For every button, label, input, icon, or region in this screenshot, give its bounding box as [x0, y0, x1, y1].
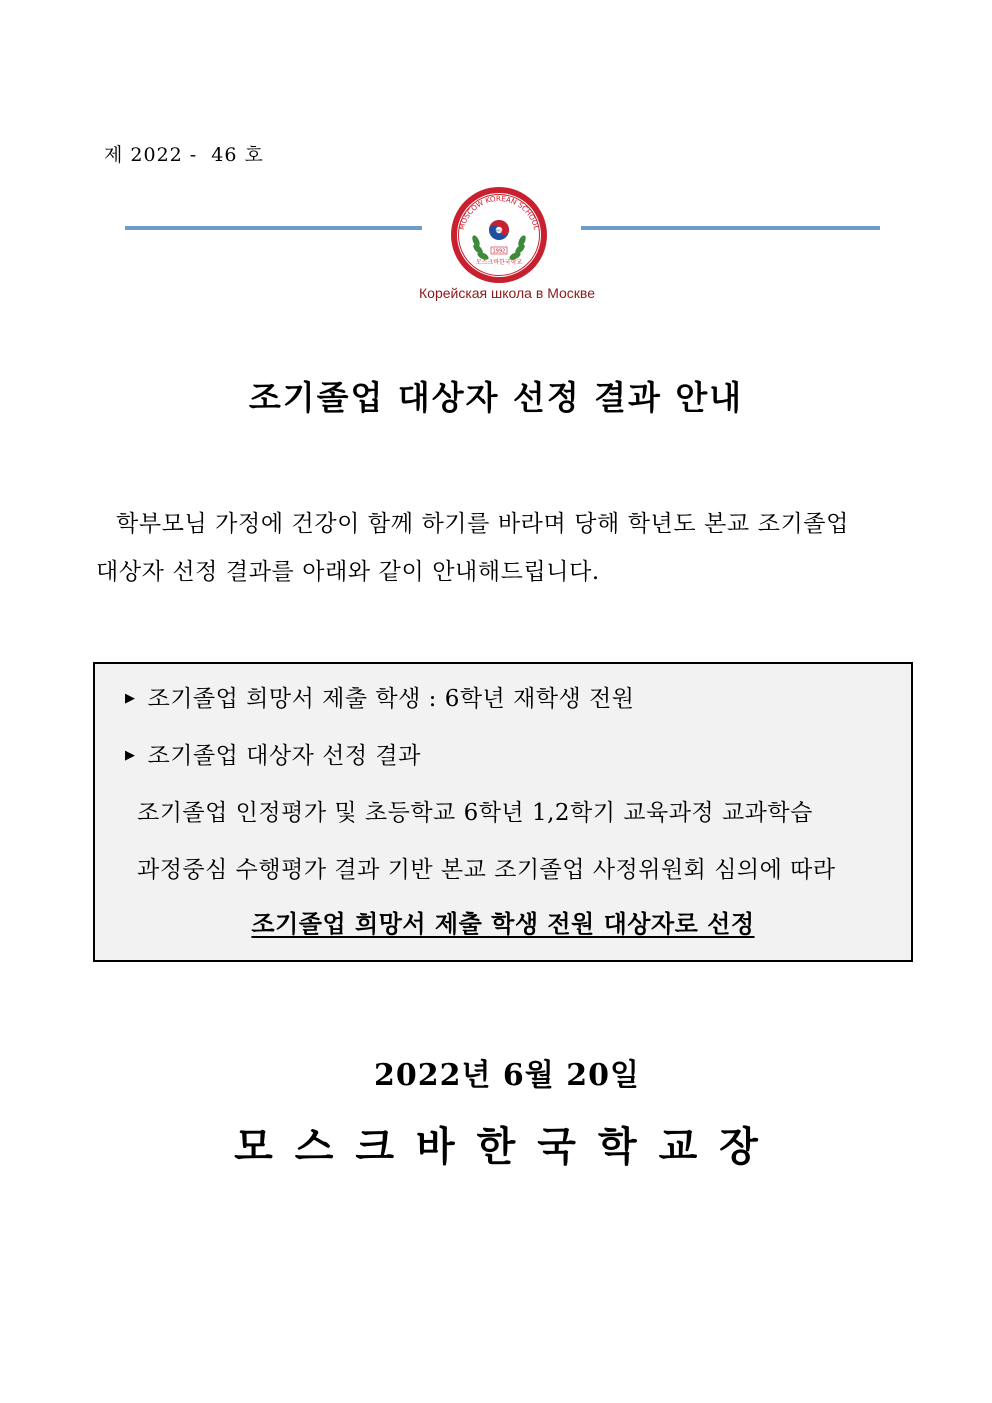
document-title: 조기졸업 대상자 선정 결과 안내 — [248, 378, 744, 417]
logo-korean-name: 모스크바한국학교 — [475, 259, 523, 266]
box-item-result — [125, 737, 421, 770]
box-conclusion — [95, 904, 911, 939]
box-item-result-text: 조기졸업 대상자 선정 결과 — [147, 743, 421, 769]
logo-year: 1992 — [492, 248, 506, 255]
triangle-bullet-icon: ▶ — [125, 691, 136, 706]
result-box — [93, 662, 913, 962]
header-rule-left — [125, 226, 422, 230]
document-number: 제 2022 - 46 호 — [104, 144, 264, 166]
school-emblem-icon — [449, 185, 549, 285]
logo-ring-text: MOSCOW KOREAN SCHOOL — [456, 193, 542, 231]
header-rule-right — [581, 226, 880, 230]
box-item-submission-text: 조기졸업 희망서 제출 학생 : 6학년 재학생 전원 — [147, 686, 635, 712]
logo-center-text: MKS — [495, 228, 503, 233]
principal-signature: 모스크바한국학교장 — [234, 1123, 780, 1170]
box-item-submission — [125, 680, 634, 713]
box-detail-line-1: 조기졸업 인정평가 및 초등학교 6학년 1,2학기 교육과정 교과학습 — [137, 800, 813, 826]
box-detail-line-2: 과정중심 수행평가 결과 기반 본교 조기졸업 사정위원회 심의에 따라 — [137, 857, 836, 883]
school-caption: Корейская школа в Москве — [419, 285, 595, 301]
box-conclusion-text: 조기졸업 희망서 제출 학생 전원 대상자로 선정 — [251, 909, 755, 938]
intro-line-1: 학부모님 가정에 건강이 함께 하기를 바라며 당해 학년도 본교 조기졸업 — [116, 511, 849, 537]
issue-date: 2022년 6월 20일 — [374, 1058, 640, 1093]
intro-line-2: 대상자 선정 결과를 아래와 같이 안내해드립니다. — [96, 559, 600, 585]
triangle-bullet-icon: ▶ — [125, 748, 136, 763]
